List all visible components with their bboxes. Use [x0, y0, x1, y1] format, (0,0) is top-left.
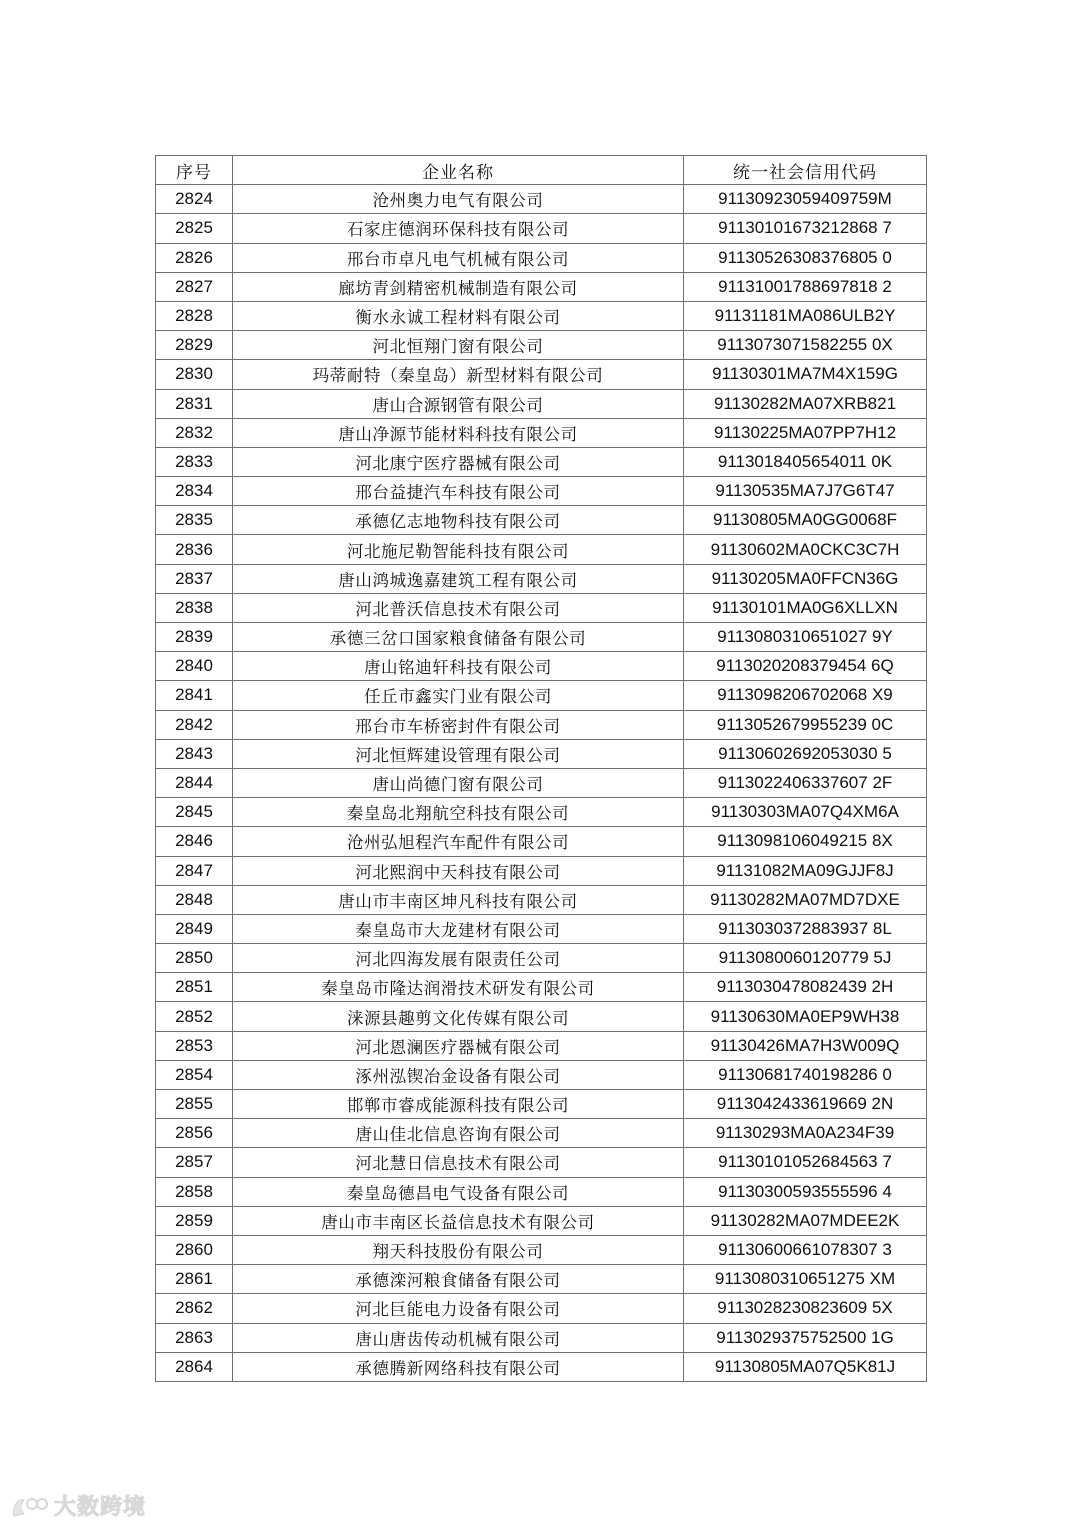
- row-name-cell: 河北巨能电力设备有限公司: [233, 1294, 684, 1323]
- table-row: [156, 652, 927, 681]
- table-row: [156, 447, 927, 476]
- row-name-cell: 秦皇岛市大龙建材有限公司: [233, 914, 684, 943]
- row-code-cell: 9113042433619669 2N: [684, 1090, 927, 1119]
- table-row: [156, 1031, 927, 1060]
- row-name-cell: 承德亿志地物科技有限公司: [233, 506, 684, 535]
- row-name-cell: 河北恒辉建设管理有限公司: [233, 739, 684, 768]
- table-row: [156, 1294, 927, 1323]
- table-row: [156, 827, 927, 856]
- table-row: [156, 593, 927, 622]
- row-seq-cell: 2835: [156, 506, 233, 535]
- table-row: [156, 944, 927, 973]
- row-code-cell: 91130526308376805 0: [684, 243, 927, 272]
- row-code-cell: 9113052679955239 0C: [684, 710, 927, 739]
- row-seq-cell: 2826: [156, 243, 233, 272]
- row-name-cell: 承德腾新网络科技有限公司: [233, 1352, 684, 1381]
- row-name-cell: 沧州奥力电气有限公司: [233, 185, 684, 214]
- row-seq-cell: 2848: [156, 885, 233, 914]
- table-row: [156, 214, 927, 243]
- row-name-cell: 秦皇岛北翔航空科技有限公司: [233, 798, 684, 827]
- row-name-cell: 唐山鸿城逸嘉建筑工程有限公司: [233, 564, 684, 593]
- row-seq-cell: 2832: [156, 418, 233, 447]
- table-row: [156, 331, 927, 360]
- row-seq-cell: 2853: [156, 1031, 233, 1060]
- table-row: [156, 506, 927, 535]
- table-header: [156, 156, 927, 185]
- row-name-cell: 秦皇岛德昌电气设备有限公司: [233, 1177, 684, 1206]
- row-code-cell: 91130301MA7M4X159G: [684, 360, 927, 389]
- row-seq-cell: 2849: [156, 914, 233, 943]
- table-row: [156, 1265, 927, 1294]
- row-name-cell: 沧州弘旭程汽车配件有限公司: [233, 827, 684, 856]
- row-seq-cell: 2852: [156, 1002, 233, 1031]
- header-seq: 序号: [156, 156, 233, 185]
- row-seq-cell: 2854: [156, 1060, 233, 1089]
- row-seq-cell: 2864: [156, 1352, 233, 1381]
- table-row: [156, 1323, 927, 1352]
- row-code-cell: 91130426MA7H3W009Q: [684, 1031, 927, 1060]
- row-seq-cell: 2862: [156, 1294, 233, 1323]
- row-name-cell: 邯郸市睿成能源科技有限公司: [233, 1090, 684, 1119]
- row-name-cell: 承德三岔口国家粮食储备有限公司: [233, 623, 684, 652]
- table-row: [156, 739, 927, 768]
- row-code-cell: 9113098206702068 X9: [684, 681, 927, 710]
- row-name-cell: 任丘市鑫实门业有限公司: [233, 681, 684, 710]
- row-name-cell: 廊坊青剑精密机械制造有限公司: [233, 272, 684, 301]
- table-row: [156, 798, 927, 827]
- row-seq-cell: 2850: [156, 944, 233, 973]
- header-name: 企业名称: [233, 156, 684, 185]
- table-row: [156, 1177, 927, 1206]
- logo-icon: [10, 1492, 50, 1520]
- row-seq-cell: 2857: [156, 1148, 233, 1177]
- table-row: [156, 301, 927, 330]
- row-code-cell: 91130303MA07Q4XM6A: [684, 798, 927, 827]
- row-code-cell: 91130630MA0EP9WH38: [684, 1002, 927, 1031]
- table-row: [156, 418, 927, 447]
- table-row: [156, 768, 927, 797]
- row-seq-cell: 2833: [156, 447, 233, 476]
- row-code-cell: 9113080060120779 5J: [684, 944, 927, 973]
- row-code-cell: 9113028230823609 5X: [684, 1294, 927, 1323]
- row-name-cell: 涞源县趣剪文化传媒有限公司: [233, 1002, 684, 1031]
- watermark: [10, 1490, 146, 1521]
- row-seq-cell: 2834: [156, 477, 233, 506]
- row-code-cell: 9113080310651027 9Y: [684, 623, 927, 652]
- table-row: [156, 389, 927, 418]
- table-row: [156, 1206, 927, 1235]
- table-row: [156, 1090, 927, 1119]
- table-row: [156, 885, 927, 914]
- row-code-cell: 9113018405654011 0K: [684, 447, 927, 476]
- row-code-cell: 91130225MA07PP7H12: [684, 418, 927, 447]
- table-row: [156, 272, 927, 301]
- row-name-cell: 河北恩澜医疗器械有限公司: [233, 1031, 684, 1060]
- row-seq-cell: 2838: [156, 593, 233, 622]
- enterprise-table: [155, 155, 927, 1382]
- row-seq-cell: 2863: [156, 1323, 233, 1352]
- row-name-cell: 河北施尼勒智能科技有限公司: [233, 535, 684, 564]
- row-name-cell: 唐山净源节能材料科技有限公司: [233, 418, 684, 447]
- row-name-cell: 衡水永诚工程材料有限公司: [233, 301, 684, 330]
- row-name-cell: 唐山佳北信息咨询有限公司: [233, 1119, 684, 1148]
- table-row: [156, 1235, 927, 1264]
- row-code-cell: 9113020208379454 6Q: [684, 652, 927, 681]
- row-seq-cell: 2856: [156, 1119, 233, 1148]
- header-row: [156, 156, 927, 185]
- row-seq-cell: 2855: [156, 1090, 233, 1119]
- row-code-cell: 9113029375752500 1G: [684, 1323, 927, 1352]
- row-seq-cell: 2827: [156, 272, 233, 301]
- row-seq-cell: 2861: [156, 1265, 233, 1294]
- row-name-cell: 翔天科技股份有限公司: [233, 1235, 684, 1264]
- row-name-cell: 涿州泓锲冶金设备有限公司: [233, 1060, 684, 1089]
- table-row: [156, 681, 927, 710]
- table-row: [156, 1119, 927, 1148]
- table-row: [156, 1060, 927, 1089]
- table-row: [156, 564, 927, 593]
- row-name-cell: 玛蒂耐特（秦皇岛）新型材料有限公司: [233, 360, 684, 389]
- row-code-cell: 91130535MA7J7G6T47: [684, 477, 927, 506]
- table-row: [156, 856, 927, 885]
- row-seq-cell: 2842: [156, 710, 233, 739]
- row-code-cell: 91130300593555596 4: [684, 1177, 927, 1206]
- row-seq-cell: 2825: [156, 214, 233, 243]
- table-row: [156, 535, 927, 564]
- row-code-cell: 91131082MA09GJJF8J: [684, 856, 927, 885]
- row-seq-cell: 2846: [156, 827, 233, 856]
- row-seq-cell: 2829: [156, 331, 233, 360]
- table-row: [156, 477, 927, 506]
- row-seq-cell: 2860: [156, 1235, 233, 1264]
- row-seq-cell: 2844: [156, 768, 233, 797]
- table-body: [156, 185, 927, 1382]
- header-code: 统一社会信用代码: [684, 156, 927, 185]
- row-code-cell: 91130805MA0GG0068F: [684, 506, 927, 535]
- table-row: [156, 360, 927, 389]
- row-name-cell: 河北普沃信息技术有限公司: [233, 593, 684, 622]
- row-seq-cell: 2845: [156, 798, 233, 827]
- row-name-cell: 承德滦河粮食储备有限公司: [233, 1265, 684, 1294]
- row-name-cell: 唐山唐齿传动机械有限公司: [233, 1323, 684, 1352]
- row-code-cell: 91130282MA07MDEE2K: [684, 1206, 927, 1235]
- row-seq-cell: 2837: [156, 564, 233, 593]
- row-name-cell: 唐山合源钢管有限公司: [233, 389, 684, 418]
- row-code-cell: 91130600661078307 3: [684, 1235, 927, 1264]
- row-name-cell: 唐山尚德门窗有限公司: [233, 768, 684, 797]
- row-code-cell: 91130923059409759M: [684, 185, 927, 214]
- row-seq-cell: 2841: [156, 681, 233, 710]
- row-name-cell: 秦皇岛市隆达润滑技术研发有限公司: [233, 973, 684, 1002]
- row-name-cell: 邢台市车桥密封件有限公司: [233, 710, 684, 739]
- row-seq-cell: 2859: [156, 1206, 233, 1235]
- row-code-cell: 91130681740198286 0: [684, 1060, 927, 1089]
- table-row: [156, 1148, 927, 1177]
- row-seq-cell: 2831: [156, 389, 233, 418]
- row-code-cell: 9113030478082439 2H: [684, 973, 927, 1002]
- row-seq-cell: 2858: [156, 1177, 233, 1206]
- row-name-cell: 唐山市丰南区长益信息技术有限公司: [233, 1206, 684, 1235]
- watermark-text: 大数跨境: [54, 1495, 147, 1520]
- row-code-cell: 91130602MA0CKC3C7H: [684, 535, 927, 564]
- table-row: [156, 1002, 927, 1031]
- row-seq-cell: 2824: [156, 185, 233, 214]
- row-code-cell: 9113073071582255 0X: [684, 331, 927, 360]
- row-name-cell: 河北康宁医疗器械有限公司: [233, 447, 684, 476]
- row-name-cell: 河北熙润中天科技有限公司: [233, 856, 684, 885]
- row-code-cell: 9113080310651275 XM: [684, 1265, 927, 1294]
- row-seq-cell: 2840: [156, 652, 233, 681]
- row-code-cell: 91130282MA07MD7DXE: [684, 885, 927, 914]
- row-name-cell: 河北慧日信息技术有限公司: [233, 1148, 684, 1177]
- row-code-cell: 91130282MA07XRB821: [684, 389, 927, 418]
- table-row: [156, 973, 927, 1002]
- row-seq-cell: 2843: [156, 739, 233, 768]
- row-seq-cell: 2851: [156, 973, 233, 1002]
- row-code-cell: 91130101673212868 7: [684, 214, 927, 243]
- row-seq-cell: 2830: [156, 360, 233, 389]
- row-code-cell: 91131001788697818 2: [684, 272, 927, 301]
- row-code-cell: 91131181MA086ULB2Y: [684, 301, 927, 330]
- row-code-cell: 91130293MA0A234F39: [684, 1119, 927, 1148]
- row-name-cell: 邢台市卓凡电气机械有限公司: [233, 243, 684, 272]
- row-code-cell: 91130101MA0G6XLLXN: [684, 593, 927, 622]
- table-row: [156, 1352, 927, 1381]
- row-seq-cell: 2847: [156, 856, 233, 885]
- row-code-cell: 91130205MA0FFCN36G: [684, 564, 927, 593]
- row-seq-cell: 2828: [156, 301, 233, 330]
- row-name-cell: 河北恒翔门窗有限公司: [233, 331, 684, 360]
- table-row: [156, 185, 927, 214]
- row-code-cell: 91130805MA07Q5K81J: [684, 1352, 927, 1381]
- row-code-cell: 91130602692053030 5: [684, 739, 927, 768]
- row-name-cell: 河北四海发展有限责任公司: [233, 944, 684, 973]
- row-name-cell: 邢台益捷汽车科技有限公司: [233, 477, 684, 506]
- row-seq-cell: 2836: [156, 535, 233, 564]
- row-code-cell: 9113030372883937 8L: [684, 914, 927, 943]
- table-row: [156, 710, 927, 739]
- row-name-cell: 唐山铭迪轩科技有限公司: [233, 652, 684, 681]
- row-code-cell: 9113098106049215 8X: [684, 827, 927, 856]
- row-code-cell: 91130101052684563 7: [684, 1148, 927, 1177]
- table-row: [156, 623, 927, 652]
- row-code-cell: 9113022406337607 2F: [684, 768, 927, 797]
- table-row: [156, 914, 927, 943]
- row-name-cell: 石家庄德润环保科技有限公司: [233, 214, 684, 243]
- row-seq-cell: 2839: [156, 623, 233, 652]
- table-row: [156, 243, 927, 272]
- row-name-cell: 唐山市丰南区坤凡科技有限公司: [233, 885, 684, 914]
